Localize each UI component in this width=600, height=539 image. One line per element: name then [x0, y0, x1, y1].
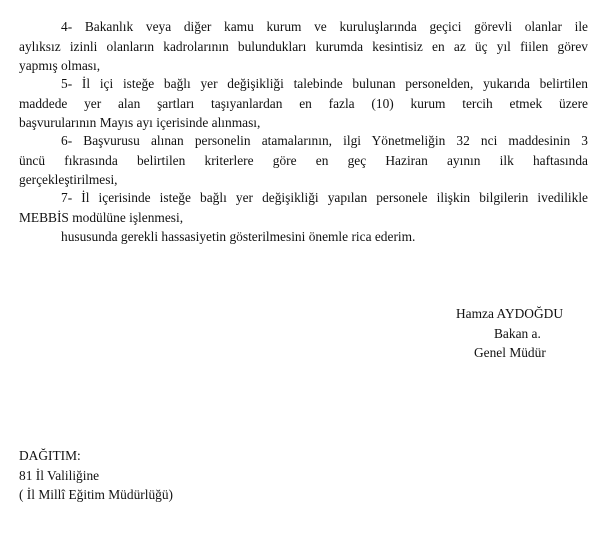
signatory-title-on-behalf: Bakan a. [494, 325, 541, 341]
paragraph-line: MEBBİS modülüne işlenmesi, [19, 209, 184, 225]
paragraph-line: yapmış olması, [19, 58, 101, 73]
signatory-title: Genel Müdür [474, 345, 546, 360]
signature-block [440, 304, 600, 363]
paragraph-line: aylıksız izinli olanların kadrolarının bulundukları kurumda kesintisiz en az üç yıl fiilen görev [19, 38, 588, 54]
distribution-block [19, 446, 173, 505]
paragraph-line: gerçekleştirilmesi, [19, 172, 118, 187]
paragraph-line: başvurularının Mayıs ayı içerisinde alınması, [19, 115, 261, 130]
paragraph-line: üncü fıkrasında belirtilen kriterlere göre en geç Haziran ayının ilk haftasında [19, 152, 588, 168]
distribution-recipient: 81 İl Valiliğine [19, 467, 100, 483]
signatory-name: Hamza AYDOĞDU [456, 306, 563, 321]
paragraph-line: 5- İl içi isteğe bağlı yer değişikliği talebinde bulunan personelden, yukarıda belirtilen [61, 76, 588, 91]
paragraph-line: maddede yer alan şartları taşıyanlardan en fazla (10) kurum tercih etmek üzere [19, 95, 588, 111]
distribution-heading: DAĞITIM: [19, 448, 81, 463]
paragraph-line: 4- Bakanlık veya diğer kamu kurum ve kuruluşlarında geçici görevli olanlar ile [61, 19, 588, 34]
paragraph-line: 7- İl içerisinde isteğe bağlı yer değişikliği yapılan personele ilişkin bilgilerin ivedilikle [61, 190, 588, 205]
paragraph-item-6 [19, 131, 588, 190]
paragraph-line: 6- Başvurusu alınan personelin atamalarının, ilgi Yönetmeliğin 32 nci maddesinin 3 [61, 133, 588, 148]
closing-line: hususunda gerekli hassasiyetin gösterilmesini önemle rica ederim. [61, 229, 416, 244]
closing-sentence [61, 227, 561, 247]
paragraph-item-4 [19, 17, 588, 76]
distribution-recipient-detail: ( İl Millî Eğitim Müdürlüğü) [19, 487, 173, 502]
paragraph-item-5 [19, 74, 588, 133]
paragraph-item-7 [19, 188, 588, 227]
